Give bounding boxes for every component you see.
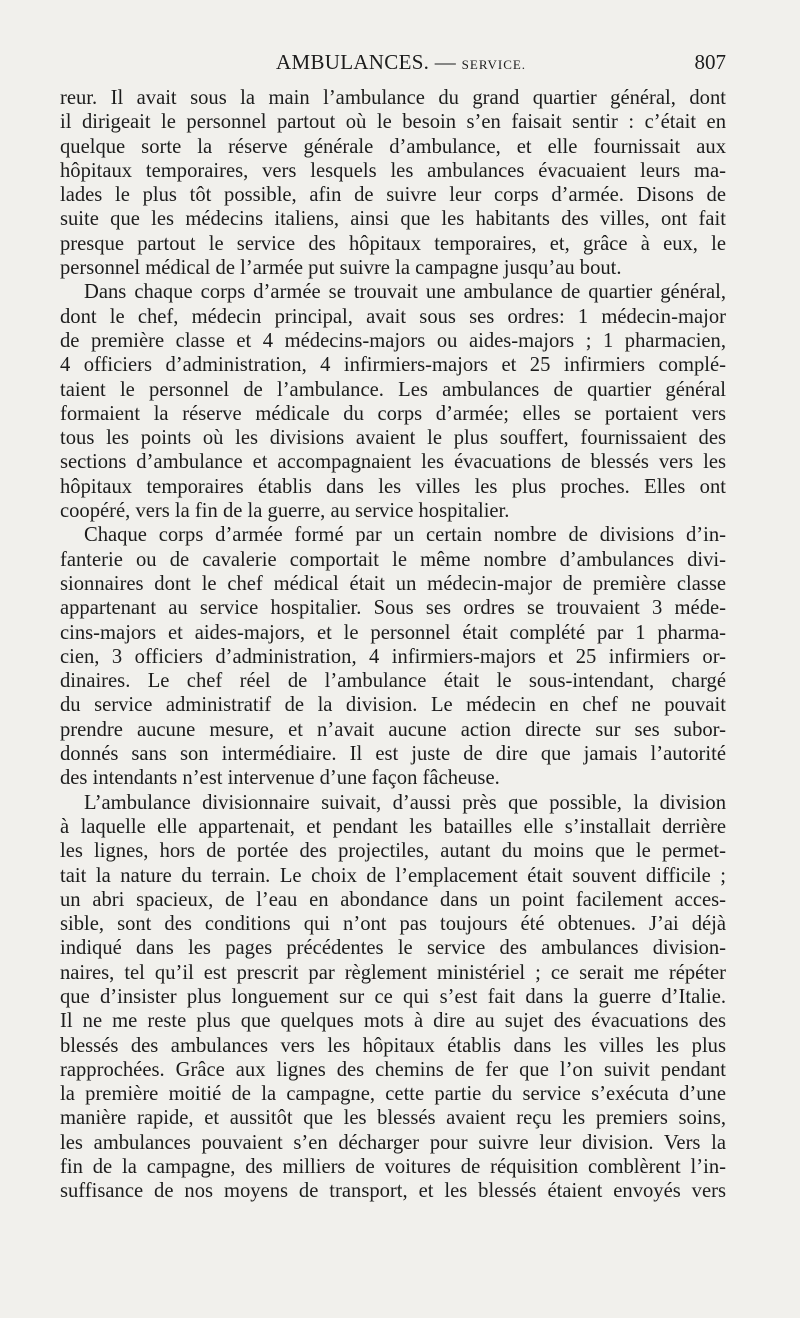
page-number: 807 <box>694 50 726 74</box>
text-line: les lignes, hors de portée des projectiles, autant du moins que le permet- <box>60 840 726 863</box>
text-line: dont le chef, médecin principal, avait sous ses ordres: 1 médecin-major <box>60 305 726 328</box>
text-line: presque partout le service des hôpitaux temporaires, et, grâce à eux, le <box>60 232 726 255</box>
text-line: naires, tel qu’il est prescrit par règlement ministériel ; ce serait me répéter <box>60 961 726 984</box>
text-line: des intendants n’est intervenue d’une façon fâcheuse. <box>60 767 500 790</box>
text-line: formaient la réserve médicale du corps d’armée; elles se portaient vers <box>60 402 726 425</box>
text-line: fin de la campagne, des milliers de voitures de réquisition comblèrent l’in- <box>60 1156 726 1179</box>
text-line: Dans chaque corps d’armée se trouvait une ambulance de quartier général, <box>84 281 726 304</box>
text-line: suffisance de nos moyens de transport, et les blessés étaient envoyés vers <box>60 1180 726 1203</box>
text-line: rapprochées. Grâce aux lignes des chemins de fer que l’on suivit pendant <box>60 1058 726 1081</box>
text-line: personnel médical de l’armée put suivre la campagne jusqu’au bout. <box>60 257 622 280</box>
text-line: reur. Il avait sous la main l’ambulance du grand quartier général, dont <box>60 87 726 109</box>
text-line: à laquelle elle appartenait, et pendant les batailles elle s’installait derrière <box>60 815 726 838</box>
text-line: suite que les médecins italiens, ainsi que les habitants des villes, ont fait <box>60 208 726 231</box>
text-line: sible, sont des conditions qui n’ont pas toujours été obtenues. J’ai déjà <box>60 913 726 936</box>
text-line: Chaque corps d’armée formé par un certain nombre de divisions d’in- <box>84 524 726 547</box>
text-line: sionnaires dont le chef médical était un médecin-major de première classe <box>60 572 726 595</box>
body-text <box>60 86 726 1204</box>
header-dash: — <box>434 50 457 74</box>
text-line: quelque sorte la réserve générale d’ambulance, et elle fournissait aux <box>60 135 726 158</box>
text-line: lades le plus tôt possible, afin de suivre leur corps d’armée. Disons de <box>60 184 726 207</box>
text-line: que d’insister plus longuement sur ce qui s’est fait dans la guerre d’Italie. <box>60 985 726 1008</box>
text-line: un abri spacieux, de l’eau en abondance dans un point facilement acces- <box>60 888 726 911</box>
text-line: donnés sans son intermédiaire. Il est juste de dire que jamais l’autorité <box>60 743 726 766</box>
text-line: indiqué dans les pages précédentes le service des ambulances division- <box>60 937 726 960</box>
text-line: fanterie ou de cavalerie comportait le même nombre d’ambulances divi- <box>60 548 726 571</box>
text-line: les ambulances pouvaient s’en décharger pour suivre leur division. Vers la <box>60 1131 726 1154</box>
text-line: Il ne me reste plus que quelques mots à dire au sujet des évacuations des <box>60 1010 726 1033</box>
text-line: dinaires. Le chef réel de l’ambulance était le sous-intendant, chargé <box>60 670 726 693</box>
text-line: hôpitaux temporaires établis dans les villes les plus proches. Elles ont <box>60 475 726 498</box>
text-line: la première moitié de la campagne, cette partie du service s’exécuta d’une <box>60 1083 726 1106</box>
text-line: il dirigeait le personnel partout où le besoin s’en faisait sentir : c’était en <box>60 111 726 134</box>
text-line: appartenant au service hospitalier. Sous ses ordres se trouvaient 3 méde- <box>60 597 726 620</box>
text-line: coopéré, vers la fin de la guerre, au service hospitalier. <box>60 500 510 523</box>
text-line: tait la nature du terrain. Le choix de l’emplacement était souvent difficile ; <box>60 864 726 887</box>
text-line: tous les points où les divisions avaient le plus souffert, fournissaient des <box>60 427 726 450</box>
text-line: cien, 3 officiers d’administration, 4 infirmiers-majors et 25 infirmiers or- <box>60 645 726 668</box>
header-subtitle: SERVICE. <box>461 57 527 72</box>
running-title <box>276 50 526 75</box>
header-title: AMBULANCES. <box>276 50 430 74</box>
text-line: hôpitaux temporaires, vers lesquels les ambulances évacuaient leurs ma- <box>60 159 726 182</box>
text-line: prendre aucune mesure, et n’avait aucune action directe sur ses subor- <box>60 718 726 741</box>
text-line: taient le personnel de l’ambulance. Les ambulances de quartier général <box>60 378 726 401</box>
text-line: manière rapide, et aussitôt que les blessés avaient reçu les premiers soins, <box>60 1107 726 1130</box>
text-line: L’ambulance divisionnaire suivait, d’aussi près que possible, la division <box>84 791 726 814</box>
text-line: sections d’ambulance et accompagnaient les évacuations de blessés vers les <box>60 451 726 474</box>
text-line: blessés des ambulances vers les hôpitaux établis dans les villes les plus <box>60 1034 726 1057</box>
running-header <box>60 48 726 78</box>
text-line: 4 officiers d’administration, 4 infirmiers-majors et 25 infirmiers complé- <box>60 354 726 377</box>
text-line: cins-majors et aides-majors, et le personnel était complété par 1 pharma- <box>60 621 726 644</box>
text-line: du service administratif de la division. Le médecin en chef ne pouvait <box>60 694 726 717</box>
text-line: de première classe et 4 médecins-majors ou aides-majors ; 1 pharmacien, <box>60 329 726 352</box>
